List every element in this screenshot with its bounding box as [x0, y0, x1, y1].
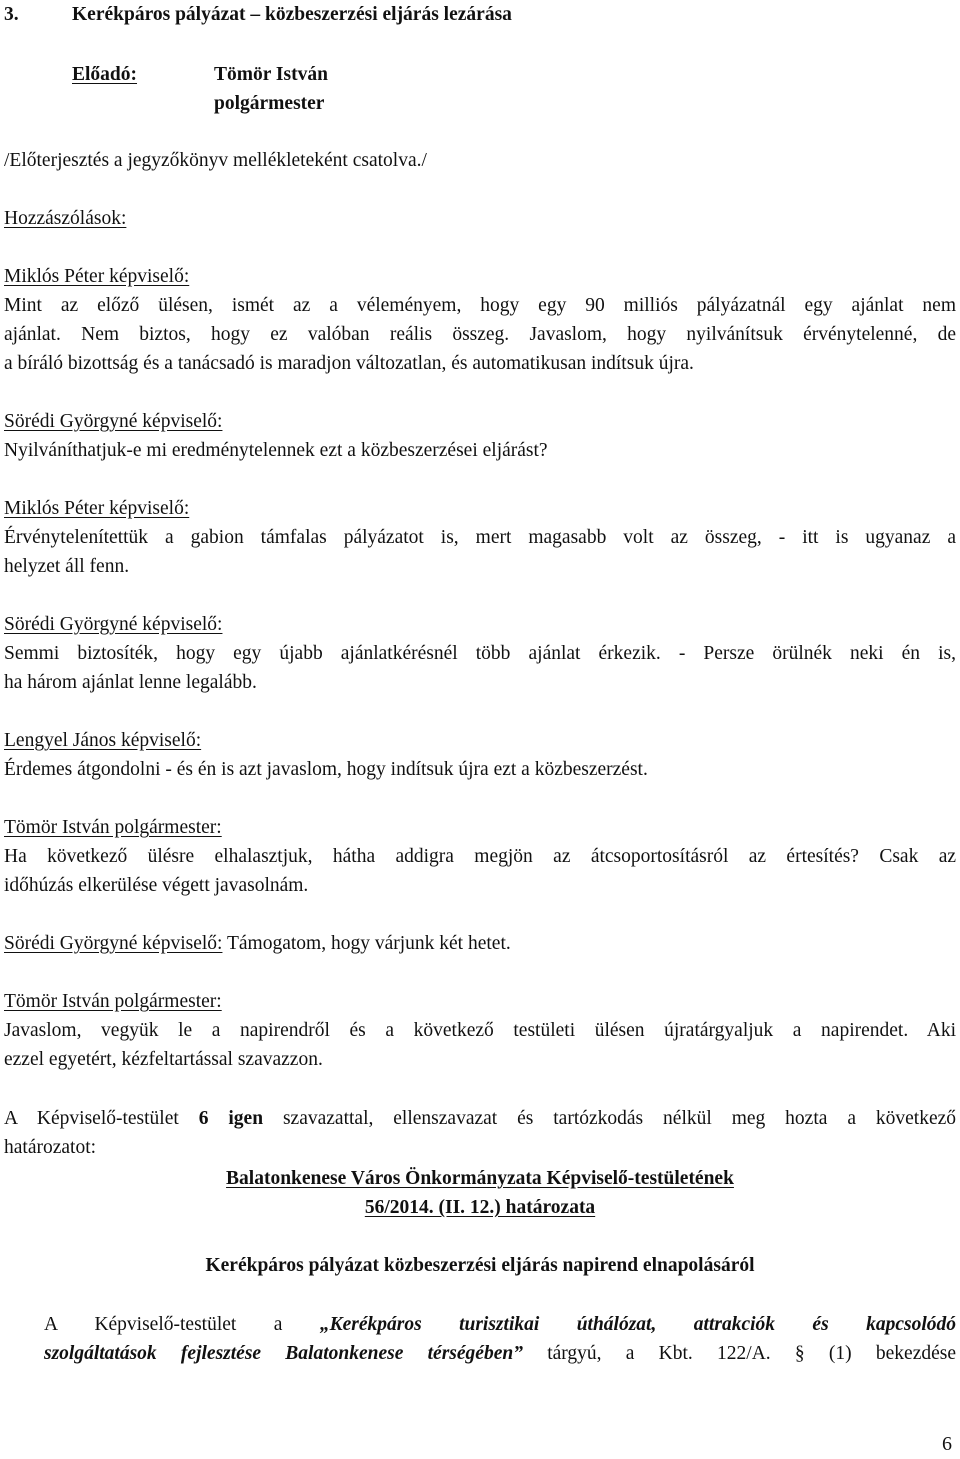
speech-line: Ha következő ülésre elhalasztjuk, hátha addigra megjön az átcsoportosításról az értesítés? Csak az [4, 846, 956, 867]
speech-line: ezzel egyetért, kézfeltartással szavazzon. [4, 1049, 323, 1070]
resolution-text-line-2 [44, 1339, 956, 1368]
project-title-part-2: szolgáltatások fejlesztése Balatonkenese térségében” [44, 1343, 523, 1364]
speaker-label: Tömör István polgármester: [4, 991, 222, 1012]
speech-line: Semmi biztosíték, hogy egy újabb ajánlatkérésnél több ajánlat érkezik. - Persze örülnék neki én is, [4, 643, 956, 664]
presenter-name: Tömör István [214, 64, 328, 85]
resolution-word: A [44, 1314, 58, 1335]
vote-count: 6 igen [198, 1108, 264, 1129]
section-title: Kerékpáros pályázat – közbeszerzési eljárás lezárása [72, 4, 512, 25]
speaker-label: Sörédi Györgyné képviselő: [4, 411, 223, 432]
speech-line: Nyilváníthatjuk-e mi eredménytelennek ezt a közbeszerzései eljárást? [4, 440, 548, 461]
vote-suffix: szavazattal, ellenszavazat és tartózkodás nélkül meg hozta a következő [282, 1108, 957, 1129]
speech-line: Érvénytelenítettük a gabion támfalas pályázatot is, mert magasabb volt az összeg, - itt is ugyanaz a [4, 527, 956, 548]
speaker-label: Sörédi Györgyné képviselő: [4, 933, 223, 954]
speech-line: Érdemes átgondolni - és én is azt javaslom, hogy indítsuk újra ezt a közbeszerzést. [4, 759, 648, 780]
speech-line: ajánlat. Nem biztos, hogy ez valóban reális összeg. Javaslom, hogy nyilvánítsuk érvénytelenné, de [4, 324, 956, 345]
section-number: 3. [4, 4, 19, 25]
vote-line-2: határozatot: [4, 1137, 97, 1158]
speech-line: Mint az előző ülésen, ismét az a véleményem, hogy egy 90 milliós pályázatnál egy ajánlat nem [4, 295, 956, 316]
page-number: 6 [942, 1433, 952, 1455]
speaker-label: Sörédi Györgyné képviselő: [4, 614, 223, 635]
resolution-word: Képviselő-testület [94, 1314, 237, 1335]
resolution-text-line-1 [44, 1310, 956, 1339]
presenter-role: polgármester [214, 93, 325, 114]
presenter-label: Előadó: [72, 64, 138, 85]
speaker-label: Miklós Péter képviselő: [4, 498, 190, 519]
speech-line: Javaslom, vegyük le a napirendről és a következő testületi ülésen újratárgyaljuk a napirendet. Aki [4, 1020, 956, 1041]
speaker-label: Miklós Péter képviselő: [4, 266, 190, 287]
resolution-number: 56/2014. (II. 12.) határozata [364, 1197, 596, 1218]
project-title-part-1: „Kerékpáros turisztikai úthálózat, attrakciók és kapcsolódó [319, 1314, 957, 1335]
resolution-text-tail: tárgyú, a Kbt. 122/A. § (1) bekezdése [547, 1343, 957, 1364]
vote-result [4, 1104, 956, 1133]
resolution-word: a [273, 1314, 283, 1335]
speaker-label: Lengyel János képviselő: [4, 730, 202, 751]
resolution-body: Balatonkenese Város Önkormányzata Képviselő-testületének [226, 1168, 734, 1189]
attachment-note: /Előterjesztés a jegyzőkönyv mellékleteként csatolva./ [4, 150, 427, 171]
resolution-title: Kerékpáros pályázat közbeszerzési eljárás napirend elnapolásáról [205, 1255, 755, 1276]
speaker-label: Tömör István polgármester: [4, 817, 222, 838]
speech-line: a bíráló bizottság és a tanácsadó is maradjon változatlan, és automatikusan indítsuk újra. [4, 353, 694, 374]
vote-prefix: A Képviselő-testület [4, 1108, 179, 1129]
speech-inline-text: Támogatom, hogy várjunk két hetet. [226, 933, 511, 954]
speech-line: ha három ajánlat lenne legalább. [4, 672, 257, 693]
section-heading [4, 0, 512, 29]
comments-heading: Hozzászólások: [4, 208, 127, 229]
speech-line: helyzet áll fenn. [4, 556, 130, 577]
speech-line: időhúzás elkerülése végett javasolnám. [4, 875, 309, 896]
